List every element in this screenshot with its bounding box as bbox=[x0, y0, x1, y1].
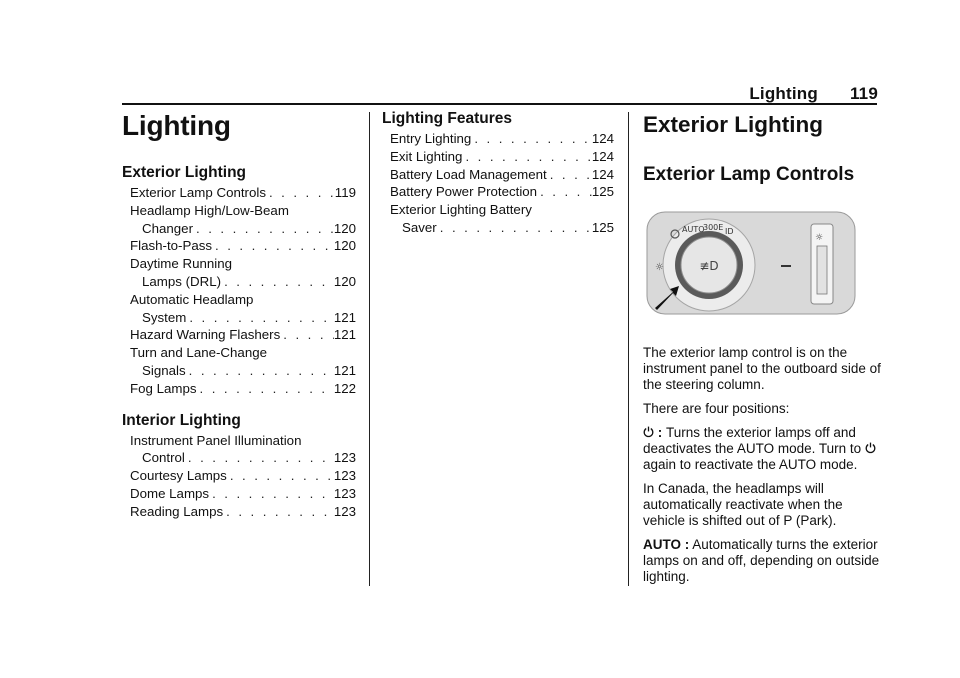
toc-entry[interactable]: Dome Lamps . . . 123 bbox=[122, 485, 356, 503]
toc-section-title: Exterior Lighting bbox=[122, 164, 246, 181]
toc-entry[interactable]: Reading Lamps . . . 123 bbox=[122, 503, 356, 521]
header-rule bbox=[122, 103, 877, 105]
paragraph-off-position: : Turns the exterior lamps off and deactivates the AUTO mode. Turn to again to reactivate the AUTO mode. bbox=[643, 425, 883, 473]
toc-entry[interactable]: Exterior Lighting Battery Saver . . . 125 bbox=[382, 201, 614, 237]
chapter-title: Lighting bbox=[122, 110, 231, 141]
svg-text:≢D: ≢D bbox=[699, 259, 719, 273]
toc-entry[interactable]: Battery Power Protection . . . 125 bbox=[382, 183, 614, 201]
power-icon bbox=[643, 426, 654, 438]
toc-entry[interactable]: Entry Lighting . . . 124 bbox=[382, 130, 614, 148]
toc-entry[interactable]: Headlamp High/Low-Beam Changer . . . 120 bbox=[122, 202, 356, 238]
right-column bbox=[643, 108, 883, 593]
toc-entry[interactable]: Exit Lighting . . . 124 bbox=[382, 148, 614, 166]
svg-text:AUTO: AUTO bbox=[682, 225, 705, 234]
toc-entry[interactable]: Turn and Lane-Change Signals . . . 121 bbox=[122, 344, 356, 380]
paragraph: There are four positions: bbox=[643, 401, 790, 416]
toc-entry[interactable]: Battery Load Management . . . 124 bbox=[382, 166, 614, 184]
paragraph-auto-position: AUTO : Automatically turns the exterior lamps on and off, depending on outside lighting. bbox=[643, 537, 880, 584]
paragraph: In Canada, the headlamps will automatically reactivate when the vehicle is shifted out of P (Park). bbox=[643, 481, 843, 528]
column-divider-2 bbox=[628, 112, 629, 586]
toc-entry[interactable]: Hazard Warning Flashers . . . 121 bbox=[122, 326, 356, 344]
toc-section-title: Interior Lighting bbox=[122, 411, 241, 429]
page-header bbox=[749, 84, 878, 104]
toc-list-features bbox=[382, 130, 614, 237]
toc-entry[interactable]: Daytime Running Lamps (DRL) . . . 120 bbox=[122, 255, 356, 291]
subsection-heading: Exterior Lamp Controls bbox=[643, 164, 855, 185]
page-number: 119 bbox=[849, 84, 878, 103]
svg-text:☼: ☼ bbox=[655, 262, 664, 273]
toc-entry[interactable]: Automatic Headlamp System . . . 121 bbox=[122, 291, 356, 327]
column-divider-1 bbox=[369, 112, 370, 586]
svg-text:300E: 300E bbox=[703, 223, 724, 232]
section-heading: Exterior Lighting bbox=[643, 112, 823, 137]
paragraph: The exterior lamp control is on the instrument panel to the outboard side of the steering column. bbox=[643, 345, 881, 392]
toc-entry[interactable]: Fog Lamps . . . 122 bbox=[122, 380, 356, 398]
power-icon bbox=[865, 442, 876, 454]
svg-text:☼: ☼ bbox=[815, 233, 824, 243]
lamp-control-figure bbox=[643, 210, 859, 318]
svg-text:ID: ID bbox=[725, 227, 734, 236]
left-column bbox=[122, 108, 356, 521]
toc-entry[interactable]: Flash-to-Pass . . . 120 bbox=[122, 237, 356, 255]
toc-list-exterior bbox=[122, 184, 356, 398]
middle-column bbox=[382, 108, 614, 237]
toc-entry[interactable]: Exterior Lamp Controls . . . 119 bbox=[122, 184, 356, 202]
toc-entry[interactable]: Instrument Panel Illumination Control . . . 123 bbox=[122, 432, 356, 468]
toc-list-interior bbox=[122, 432, 356, 521]
toc-entry[interactable]: Courtesy Lamps . . . 123 bbox=[122, 467, 356, 485]
toc-section-title: Lighting Features bbox=[382, 110, 513, 127]
header-section-title: Lighting bbox=[749, 84, 818, 103]
